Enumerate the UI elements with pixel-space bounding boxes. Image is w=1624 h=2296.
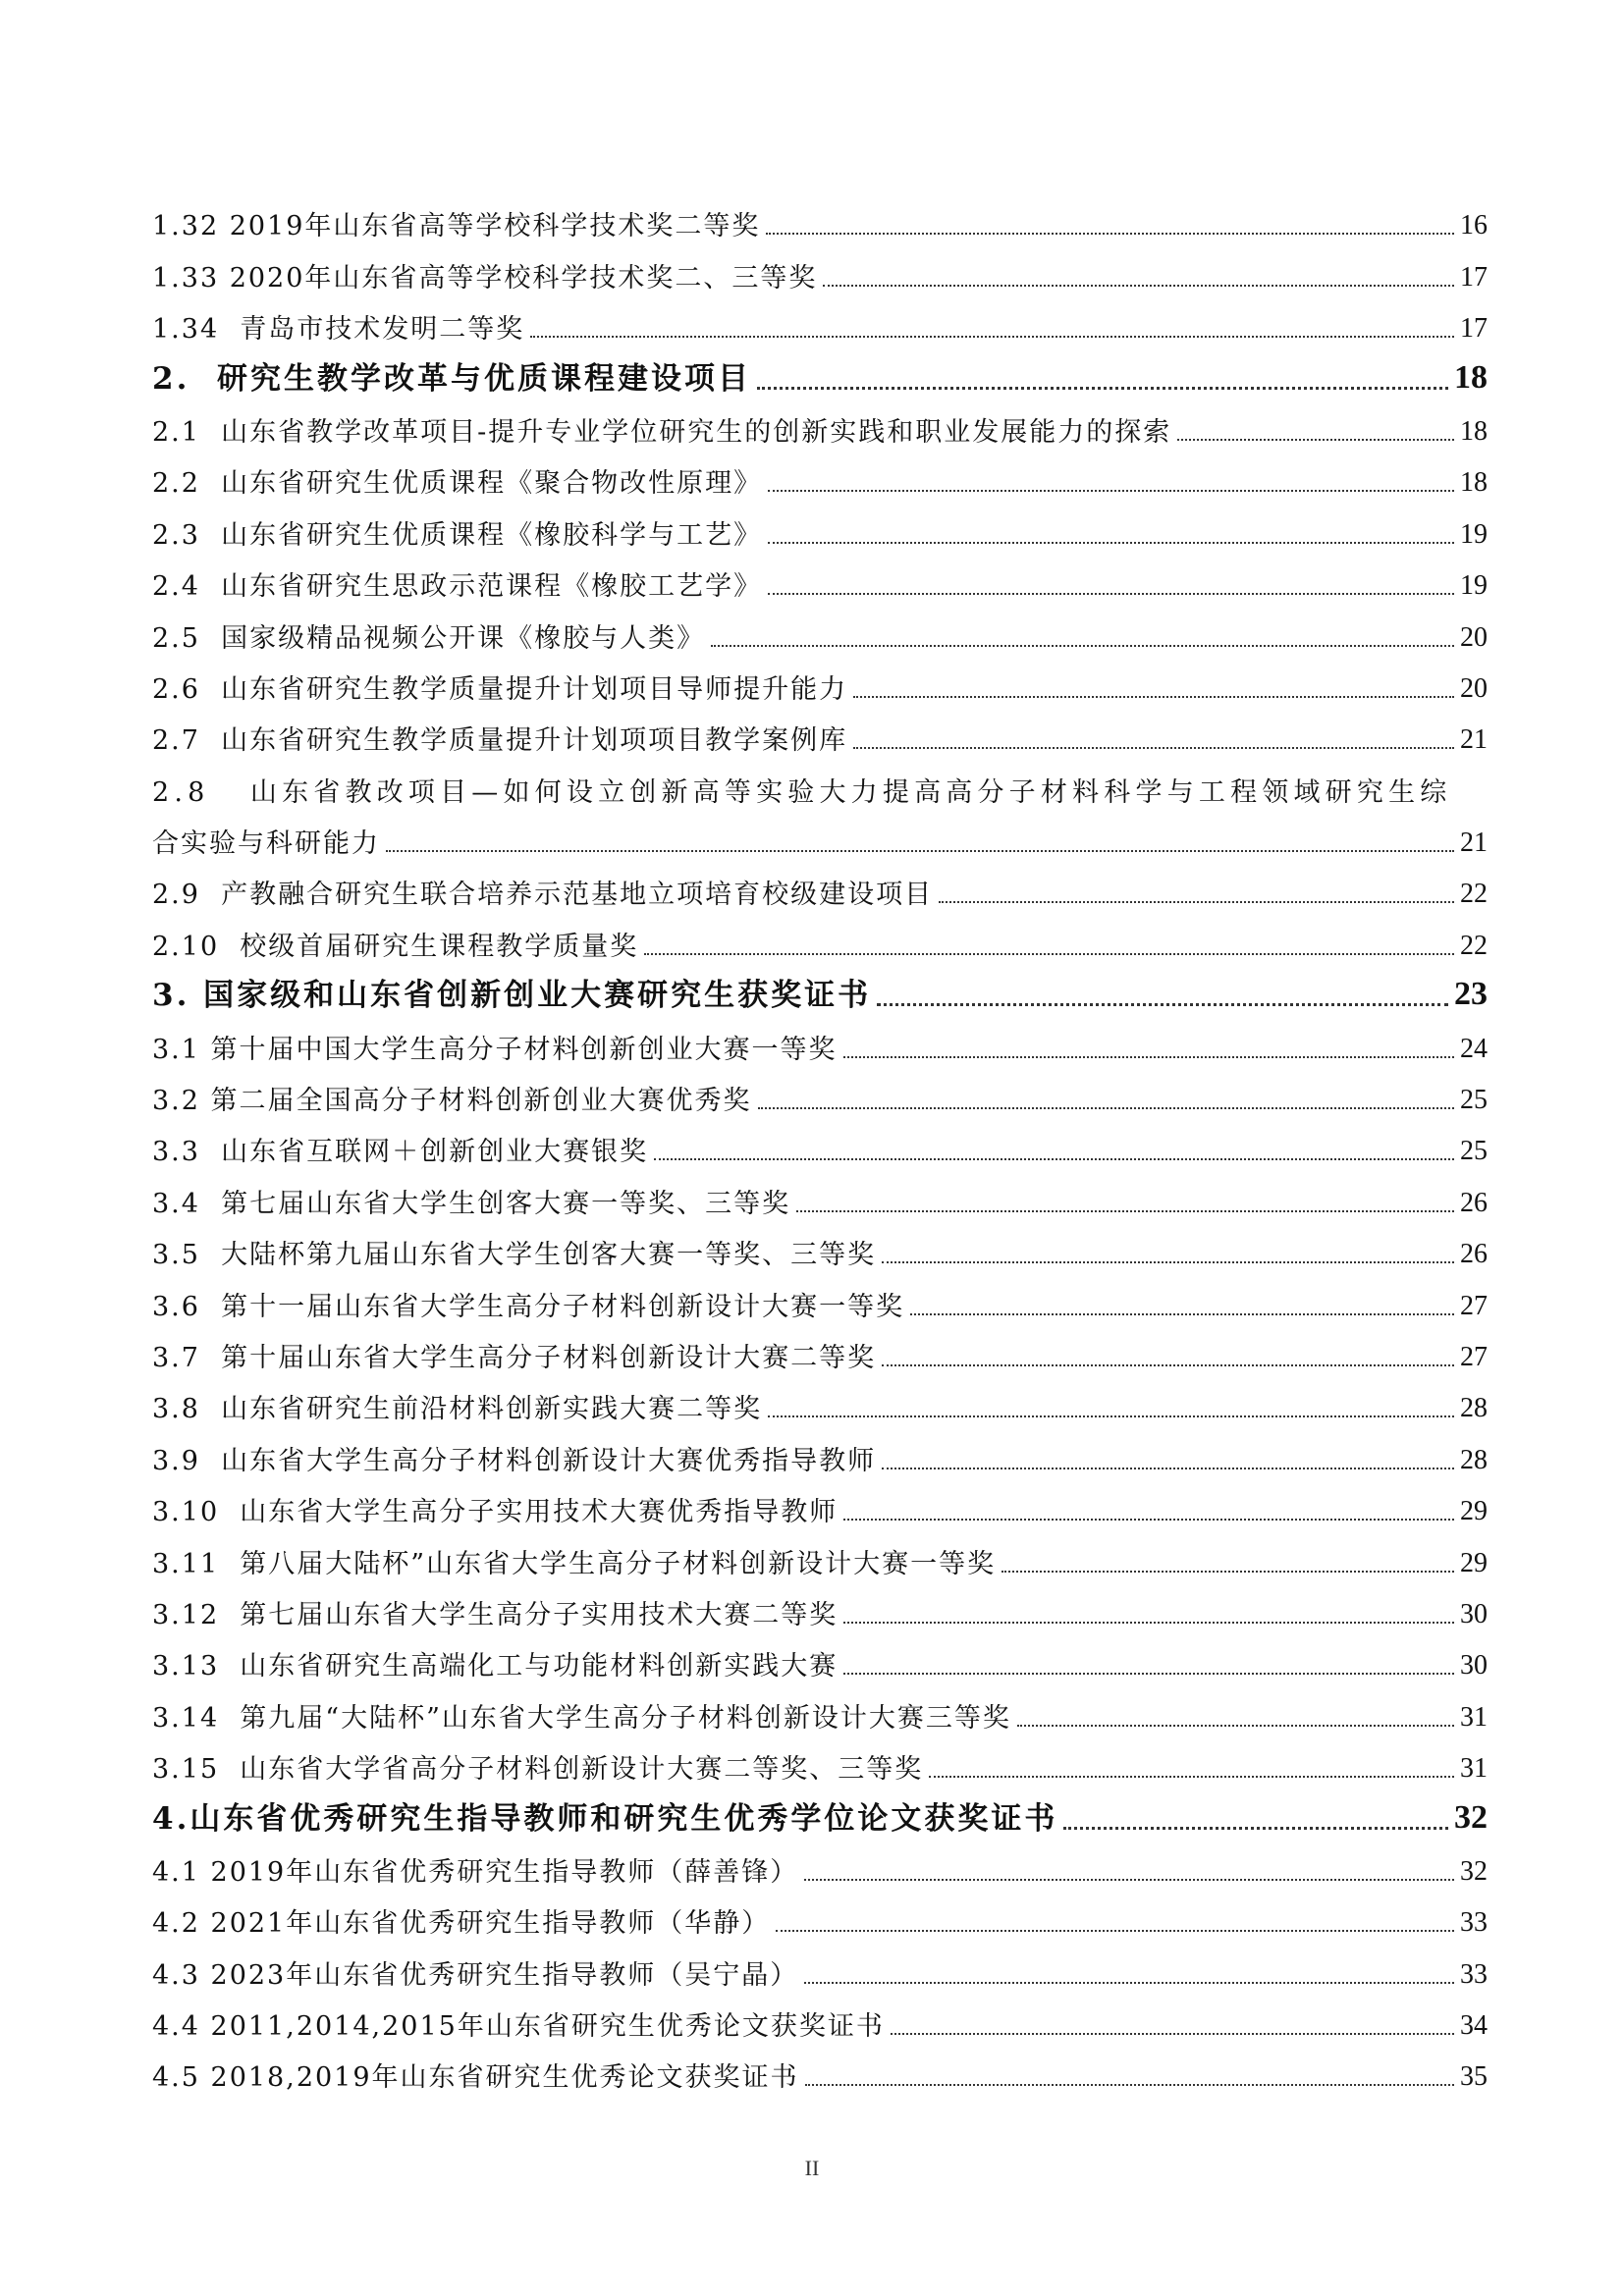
- dot-leader: [843, 1519, 1454, 1521]
- toc-entry-page: 17: [1460, 313, 1488, 345]
- dot-leader: [1177, 439, 1454, 441]
- toc-entry-2-10[interactable]: [152, 918, 1488, 969]
- toc-entry-page: 27: [1460, 1290, 1488, 1321]
- dot-leader: [882, 1261, 1454, 1263]
- toc-entry-3-12[interactable]: [152, 1587, 1488, 1638]
- toc-entry-2-5[interactable]: [152, 610, 1488, 661]
- toc-entry-page: 34: [1460, 2010, 1488, 2042]
- dot-leader: [644, 953, 1454, 955]
- dot-leader: [939, 901, 1454, 903]
- toc-entry-page: 17: [1460, 261, 1488, 293]
- toc-entry-3-14[interactable]: [152, 1689, 1488, 1740]
- toc-entry-title: 2.6 山东省研究生教学质量提升计划项目导师提升能力: [152, 673, 848, 705]
- dot-leader: [1001, 1571, 1454, 1573]
- toc-entry-3-7[interactable]: [152, 1330, 1488, 1381]
- toc-entry-2-8[interactable]: [152, 764, 1488, 815]
- toc-entry-2-6[interactable]: [152, 662, 1488, 713]
- toc-entry-page: 35: [1460, 2061, 1488, 2093]
- toc-entry-1-32[interactable]: [152, 198, 1488, 249]
- dot-leader: [843, 1056, 1454, 1058]
- dot-leader: [654, 1158, 1454, 1160]
- toc-entry-page: 21: [1460, 724, 1488, 756]
- toc-entry-page: 19: [1460, 518, 1488, 550]
- toc-entry-2-4[interactable]: [152, 559, 1488, 610]
- toc-section-page: 23: [1454, 976, 1488, 1013]
- toc-entry-2-2[interactable]: [152, 455, 1488, 507]
- toc-section-title: 2. 研究生教学改革与优质课程建设项目: [152, 360, 751, 397]
- table-of-contents: [152, 198, 1488, 2101]
- toc-entry-3-13[interactable]: [152, 1638, 1488, 1689]
- toc-entry-page: 31: [1460, 1701, 1488, 1733]
- dot-leader: [757, 387, 1448, 390]
- toc-entry-3-11[interactable]: [152, 1535, 1488, 1586]
- dot-leader: [530, 336, 1454, 338]
- toc-entry-title: 2.5 国家级精品视频公开课《橡胶与人类》: [152, 622, 706, 654]
- dot-leader: [882, 1364, 1454, 1366]
- toc-entry-title-line2: 合实验与科研能力: [152, 828, 380, 860]
- dot-leader: [843, 1673, 1454, 1675]
- toc-entry-page: 26: [1460, 1239, 1488, 1270]
- toc-section-page: 32: [1454, 1798, 1488, 1836]
- toc-entry-1-33[interactable]: [152, 249, 1488, 300]
- page-number: II: [804, 2156, 820, 2180]
- toc-entry-2-8-cont[interactable]: [152, 816, 1488, 867]
- toc-entry-4-5[interactable]: [152, 2050, 1488, 2101]
- toc-section-4[interactable]: [152, 1792, 1488, 1843]
- toc-entry-3-2[interactable]: [152, 1073, 1488, 1124]
- toc-entry-1-34[interactable]: [152, 301, 1488, 352]
- dot-leader: [891, 2033, 1454, 2035]
- toc-entry-page: 25: [1460, 1136, 1488, 1167]
- dot-leader: [768, 593, 1454, 595]
- toc-entry-3-9[interactable]: [152, 1432, 1488, 1483]
- toc-entry-page: 32: [1460, 1855, 1488, 1887]
- dot-leader: [929, 1776, 1454, 1778]
- toc-section-title: 4.山东省优秀研究生指导教师和研究生优秀学位论文获奖证书: [152, 1800, 1058, 1837]
- toc-entry-page: 33: [1460, 1907, 1488, 1939]
- toc-entry-2-1[interactable]: [152, 404, 1488, 455]
- toc-entry-4-2[interactable]: [152, 1896, 1488, 1947]
- toc-entry-title: 2.1 山东省教学改革项目-提升专业学位研究生的创新实践和职业发展能力的探索: [152, 416, 1172, 448]
- toc-entry-title-line1: 2.8 山东省教改项目—如何设立创新高等实验大力提高高分子材料科学与工程领域研究生综: [152, 776, 1452, 808]
- toc-entry-title: 3.6 第十一届山东省大学生高分子材料创新设计大赛一等奖: [152, 1291, 905, 1322]
- toc-entry-title: 3.3 山东省互联网＋创新创业大赛银奖: [152, 1137, 649, 1168]
- toc-entry-page: 20: [1460, 672, 1488, 704]
- toc-entry-2-7[interactable]: [152, 713, 1488, 764]
- toc-entry-title: 3.13 山东省研究生高端化工与功能材料创新实践大赛: [152, 1651, 839, 1682]
- toc-entry-title: 4.4 2011,2014,2015年山东省研究生优秀论文获奖证书: [152, 2011, 885, 2043]
- toc-entry-title: 4.1 2019年山东省优秀研究生指导教师（薛善锋）: [152, 1856, 799, 1888]
- toc-entry-page: 19: [1460, 570, 1488, 602]
- dot-leader: [768, 1415, 1454, 1417]
- toc-entry-4-1[interactable]: [152, 1844, 1488, 1896]
- toc-entry-title: 4.3 2023年山东省优秀研究生指导教师（吴宁晶）: [152, 1959, 799, 1991]
- dot-leader: [843, 1622, 1454, 1624]
- toc-entry-title: 3.14 第九届“大陆杯”山东省大学生高分子材料创新设计大赛三等奖: [152, 1702, 1011, 1734]
- toc-section-2[interactable]: [152, 352, 1488, 403]
- toc-entry-page: 28: [1460, 1393, 1488, 1424]
- toc-entry-title: 2.10 校级首届研究生课程教学质量奖: [152, 931, 639, 962]
- toc-entry-title: 3.15 山东省大学省高分子材料创新设计大赛二等奖、三等奖: [152, 1754, 924, 1786]
- dot-leader: [823, 285, 1454, 287]
- toc-entry-title: 3.11 第八届大陆杯”山东省大学生高分子材料创新设计大赛一等奖: [152, 1548, 997, 1579]
- dot-leader: [1017, 1725, 1454, 1727]
- toc-entry-page: 26: [1460, 1187, 1488, 1218]
- dot-leader: [758, 1107, 1454, 1109]
- toc-entry-page: 27: [1460, 1341, 1488, 1372]
- toc-entry-3-8[interactable]: [152, 1381, 1488, 1432]
- dot-leader: [804, 1879, 1454, 1881]
- toc-entry-page: 33: [1460, 1958, 1488, 1990]
- toc-entry-3-10[interactable]: [152, 1484, 1488, 1535]
- dot-leader: [853, 696, 1454, 698]
- toc-entry-2-3[interactable]: [152, 507, 1488, 558]
- toc-entry-title: 3.1 第十届中国大学生高分子材料创新创业大赛一等奖: [152, 1034, 838, 1065]
- toc-entry-title: 1.34 青岛市技术发明二等奖: [152, 314, 525, 346]
- dot-leader: [386, 850, 1454, 852]
- toc-entry-title: 1.32 2019年山东省高等学校科学技术奖二等奖: [152, 211, 761, 242]
- toc-entry-page: 20: [1460, 621, 1488, 653]
- dot-leader: [804, 1982, 1454, 1984]
- toc-entry-title: 1.33 2020年山东省高等学校科学技术奖二、三等奖: [152, 262, 818, 294]
- toc-entry-title: 4.5 2018,2019年山东省研究生优秀论文获奖证书: [152, 2062, 799, 2094]
- dot-leader: [877, 1003, 1448, 1006]
- toc-entry-title: 3.2 第二届全国高分子材料创新创业大赛优秀奖: [152, 1086, 752, 1117]
- toc-entry-page: 29: [1460, 1547, 1488, 1578]
- dot-leader: [766, 233, 1454, 235]
- toc-entry-page: 22: [1460, 930, 1488, 961]
- toc-entry-3-6[interactable]: [152, 1278, 1488, 1329]
- toc-entry-3-1[interactable]: [152, 1021, 1488, 1072]
- toc-entry-title: 3.7 第十届山东省大学生高分子材料创新设计大赛二等奖: [152, 1342, 877, 1373]
- dot-leader: [768, 542, 1454, 544]
- toc-entry-title: 3.12 第七届山东省大学生高分子实用技术大赛二等奖: [152, 1599, 839, 1630]
- toc-section-title: 3. 国家级和山东省创新创业大赛研究生获奖证书: [152, 978, 872, 1014]
- toc-entry-4-4[interactable]: [152, 1999, 1488, 2050]
- toc-entry-page: 29: [1460, 1496, 1488, 1527]
- toc-entry-page: 24: [1460, 1033, 1488, 1064]
- dot-leader: [910, 1313, 1454, 1315]
- toc-entry-3-5[interactable]: [152, 1227, 1488, 1278]
- toc-entry-page: 16: [1460, 210, 1488, 241]
- toc-entry-3-3[interactable]: [152, 1124, 1488, 1175]
- toc-entry-title: 2.2 山东省研究生优质课程《聚合物改性原理》: [152, 468, 763, 500]
- toc-entry-title: 2.9 产教融合研究生联合培养示范基地立项培育校级建设项目: [152, 880, 934, 911]
- toc-entry-4-3[interactable]: [152, 1947, 1488, 1998]
- toc-entry-2-9[interactable]: [152, 867, 1488, 918]
- toc-entry-page: 28: [1460, 1444, 1488, 1475]
- dot-leader: [805, 2084, 1454, 2086]
- toc-section-page: 18: [1454, 358, 1488, 396]
- toc-entry-title: 3.4 第七届山东省大学生创客大赛一等奖、三等奖: [152, 1188, 791, 1219]
- toc-entry-page: 30: [1460, 1650, 1488, 1682]
- toc-entry-title: 2.4 山东省研究生思政示范课程《橡胶工艺学》: [152, 571, 763, 603]
- dot-leader: [768, 490, 1454, 492]
- dot-leader: [853, 747, 1454, 749]
- dot-leader: [1063, 1827, 1448, 1830]
- toc-entry-page: 21: [1460, 828, 1488, 859]
- dot-leader: [776, 1930, 1454, 1932]
- dot-leader: [711, 645, 1454, 647]
- toc-entry-page: 31: [1460, 1753, 1488, 1785]
- toc-entry-title: 2.3 山东省研究生优质课程《橡胶科学与工艺》: [152, 519, 763, 551]
- toc-entry-3-15[interactable]: [152, 1741, 1488, 1792]
- toc-entry-title: 2.7 山东省研究生教学质量提升计划项项目教学案例库: [152, 725, 848, 757]
- toc-entry-page: 30: [1460, 1598, 1488, 1629]
- toc-entry-title: 3.10 山东省大学生高分子实用技术大赛优秀指导教师: [152, 1497, 839, 1528]
- toc-entry-page: 22: [1460, 879, 1488, 910]
- toc-section-3[interactable]: [152, 970, 1488, 1021]
- toc-entry-title: 3.8 山东省研究生前沿材料创新实践大赛二等奖: [152, 1394, 763, 1425]
- toc-entry-title: 3.9 山东省大学生高分子材料创新设计大赛优秀指导教师: [152, 1445, 877, 1476]
- toc-entry-page: 18: [1460, 467, 1488, 499]
- dot-leader: [796, 1210, 1454, 1212]
- toc-entry-3-4[interactable]: [152, 1175, 1488, 1226]
- toc-entry-title: 3.5 大陆杯第九届山东省大学生创客大赛一等奖、三等奖: [152, 1240, 877, 1271]
- toc-entry-page: 25: [1460, 1085, 1488, 1116]
- dot-leader: [882, 1468, 1454, 1469]
- toc-entry-page: 18: [1460, 415, 1488, 447]
- toc-entry-title: 4.2 2021年山东省优秀研究生指导教师（华静）: [152, 1908, 771, 1940]
